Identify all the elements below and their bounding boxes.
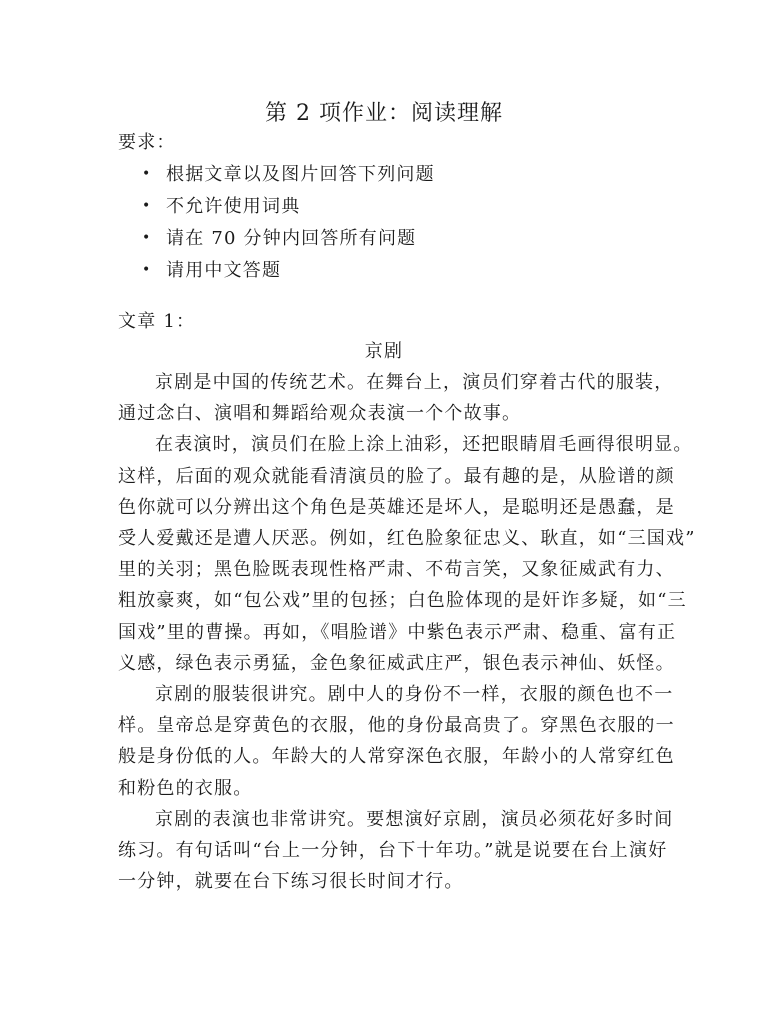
article-line: 受人爱戴还是遭人厌恶。例如，红色脸象征忠义、耿直，如“三国戏” bbox=[118, 528, 696, 549]
bullet-icon: • bbox=[142, 198, 151, 214]
page-title: 第 2 项作业：阅读理解 bbox=[265, 101, 503, 126]
article-line: 和粉色的衣服。 bbox=[118, 777, 253, 799]
bullet-icon: • bbox=[142, 262, 151, 278]
article-line: 色你就可以分辨出这个角色是英雄还是坏人，是聪明还是愚蠢，是 bbox=[118, 496, 675, 518]
article-line: 粗放豪爽，如“包公戏”里的包拯；白色脸体现的是奸诈多疑，如“三 bbox=[118, 590, 687, 612]
article-line: 练习。有句话叫“台上一分钟，台下十年功。”就是说要在台上演好 bbox=[118, 840, 668, 861]
article-line: 义感，绿色表示勇猛，金色象征威武庄严，银色表示神仙、妖怪。 bbox=[118, 652, 675, 674]
article-line: 这样，后面的观众就能看清演员的脸了。最有趣的是，从脸谱的颜 bbox=[118, 465, 675, 487]
bullet-icon: • bbox=[142, 230, 151, 246]
article-line: 里的关羽；黑色脸既表现性格严肃、不苟言笑，又象征威武有力、 bbox=[118, 559, 675, 581]
article-line: 般是身份低的人。年龄大的人常穿深色衣服，年龄小的人常穿红色 bbox=[118, 746, 675, 768]
bullet-icon: • bbox=[142, 166, 151, 182]
article-line: 通过念白、演唱和舞蹈给观众表演一个个故事。 bbox=[118, 403, 522, 425]
article-label: 文章 1： bbox=[118, 311, 196, 332]
requirements-label: 要求： bbox=[118, 132, 176, 153]
article-line: 样。皇帝总是穿黄色的衣服，他的身份最高贵了。穿黑色衣服的一 bbox=[118, 715, 675, 737]
requirement-item: 请用中文答题 bbox=[166, 260, 282, 281]
article-line: 京剧是中国的传统艺术。在舞台上，演员们穿着古代的服装， bbox=[155, 372, 674, 393]
requirement-item: 不允许使用词典 bbox=[166, 196, 301, 217]
article-line: 在表演时，演员们在脸上涂上油彩，还把眼睛眉毛画得很明显。 bbox=[155, 434, 693, 456]
article-line: 京剧的服装很讲究。剧中人的身份不一样，衣服的颜色也不一 bbox=[155, 684, 674, 705]
requirement-item: 请在 70 分钟内回答所有问题 bbox=[166, 228, 417, 249]
article-line: 国戏”里的曹操。再如，《唱脸谱》中紫色表示严肃、稳重、富有正 bbox=[118, 621, 677, 643]
article-line: 京剧的表演也非常讲究。要想演好京剧，演员必须花好多时间 bbox=[155, 808, 674, 830]
article-line: 一分钟，就要在台下练习很长时间才行。 bbox=[118, 871, 464, 893]
article-title: 京剧 bbox=[364, 341, 404, 362]
requirement-item: 根据文章以及图片回答下列问题 bbox=[166, 164, 435, 185]
